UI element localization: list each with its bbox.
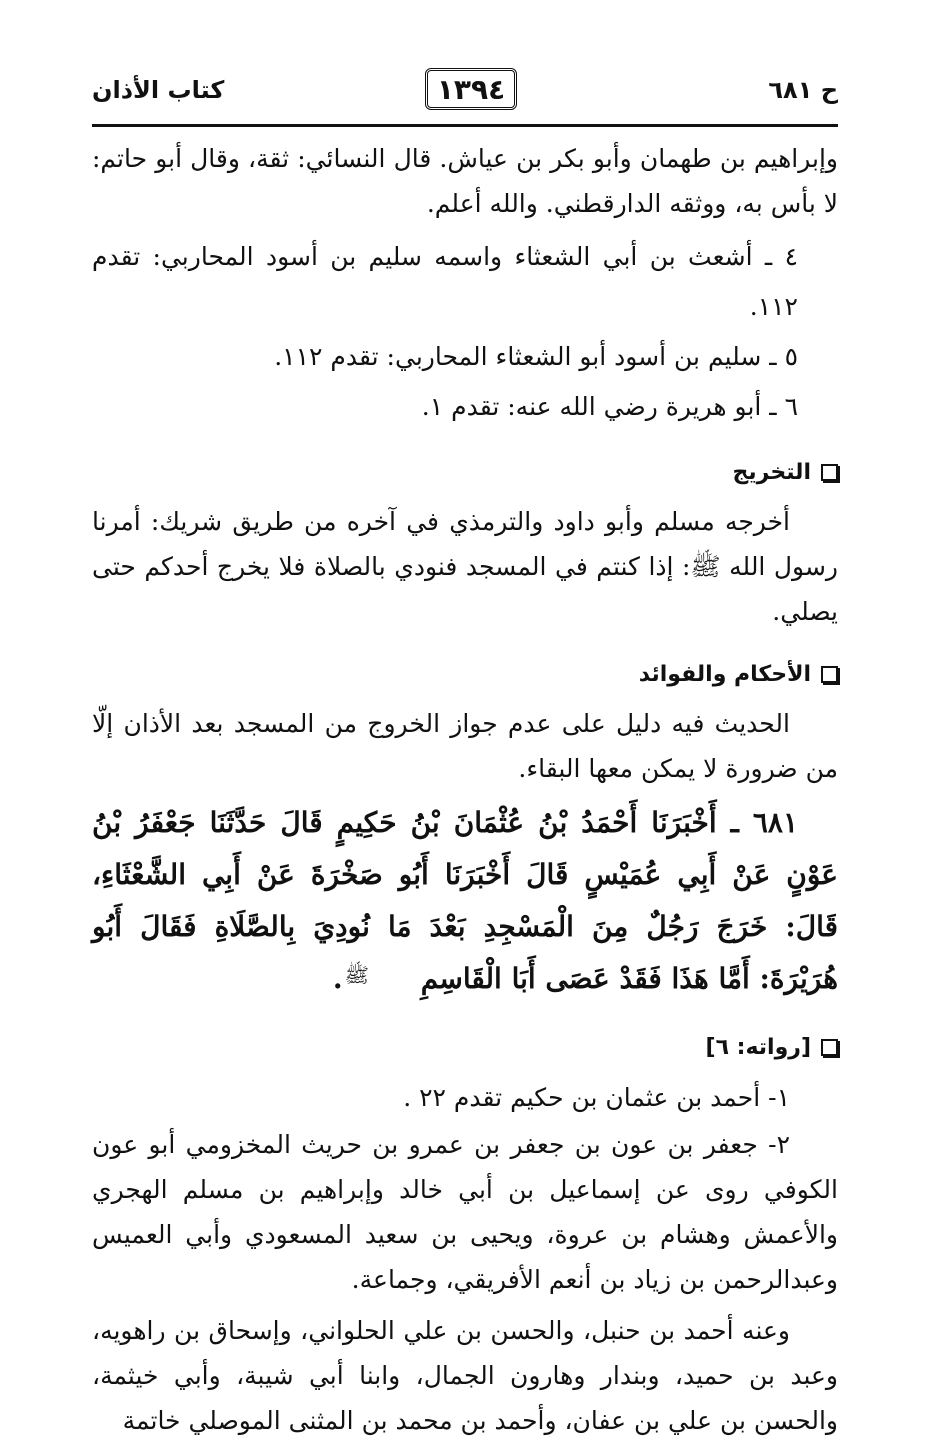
ruwat-item-2: ٢- جعفر بن عون بن جعفر بن عمرو بن حريث المخزومي أبو عون الكوفي روى عن إسماعيل بن أبي خالد وإبراهيم بن مسلم الهجري والأعمش وهشام بن عروة، ويحيى بن سعيد المسعودي وأبي العميس وعبدالرحمن بن زياد بن أنعم الأفريقي، وجماعة. (92, 1130, 838, 1294)
narrator-item-5: ٥ ـ سليم بن أسود أبو الشعثاء المحاربي: تقدم ١١٢. (274, 342, 798, 371)
ruwat-heading-label: [رواته: ٦] (705, 1035, 811, 1060)
narrator-item-6: ٦ ـ أبو هريرة رضي الله عنه: تقدم ١. (421, 392, 798, 421)
ruwat-item-1: ١- أحمد بن عثمان بن حكيم تقدم ٢٢ . (403, 1083, 790, 1112)
takhrij-heading-label: التخريج (732, 460, 811, 485)
narrator-item-4: ٤ ـ أشعث بن أبي الشعثاء واسمه سليم بن أسود المحاربي: تقدم ١١٢. (92, 242, 798, 321)
book-page (92, 58, 838, 1435)
ruwat-heading (92, 1025, 838, 1070)
page-number: ١٣٩٤ (425, 68, 517, 110)
hadith-end: . (332, 962, 343, 995)
chapter-title: كتاب الأذان (92, 76, 225, 104)
ruwat-students: وعنه أحمد بن حنبل، والحسن بن علي الحلواني، وإسحاق بن راهويه، وعبد بن حميد، وبندار وهارون الجمال، وابنا أبي شيبة، وأبي خيثمة، والحسن بن علي بن عفان، وأحمد بن محمد بن المثنى الموصلي خاتمة (92, 1316, 838, 1435)
page-content (92, 136, 838, 1449)
ahkam-text: الحديث فيه دليل على عدم جواز الخروج من المسجد بعد الأذان إلّا من ضرورة لا يمكن معها البقاء. (92, 709, 838, 783)
hadith-text (92, 797, 838, 1007)
ahkam-heading-label: الأحكام والفوائد (638, 662, 811, 687)
page-header (92, 58, 838, 127)
hadith-body: ٦٨١ ـ أَخْبَرَنَا أَحْمَدُ بْنُ عُثْمَانَ بْنُ حَكِيمٍ قَالَ حَدَّثَنَا جَعْفَرُ بْنُ عَوْنٍ عَنْ أَبِي عُمَيْسٍ قَالَ أَخْبَرَنَا أَبُو صَخْرَةَ عَنْ أَبِي الشَّعْثَاءِ، قَالَ: خَرَجَ رَجُلٌ مِنَ الْمَسْجِدِ بَعْدَ مَا نُودِيَ بِالصَّلَاةِ فَقَالَ أَبُو هُرَيْرَةَ: أَمَّا هَذَا فَقَدْ عَصَى أَبَا الْقَاسِمِ (92, 806, 838, 995)
hadith-number-label: ح ٦٨١ (768, 76, 838, 104)
square-bullet-icon (821, 666, 838, 683)
takhrij-text: أخرجه مسلم وأبو داود والترمذي في آخره من طريق شريك: أمرنا رسول الله ﷺ: إذا كنتم في المسجد فنودي بالصلاة فلا يخرج أحدكم حتى يصلي. (92, 507, 838, 626)
ahkam-heading (92, 652, 838, 697)
intro-paragraph: وإبراهيم بن طهمان وأبو بكر بن عياش. قال النسائي: ثقة، وقال أبو حاتم: لا بأس به، ووثقه الدارقطني. والله أعلم. (92, 144, 838, 218)
square-bullet-icon (821, 1039, 838, 1056)
takhrij-heading (92, 450, 838, 495)
salawat-honorific: ﷺ (344, 963, 369, 987)
square-bullet-icon (821, 464, 838, 481)
